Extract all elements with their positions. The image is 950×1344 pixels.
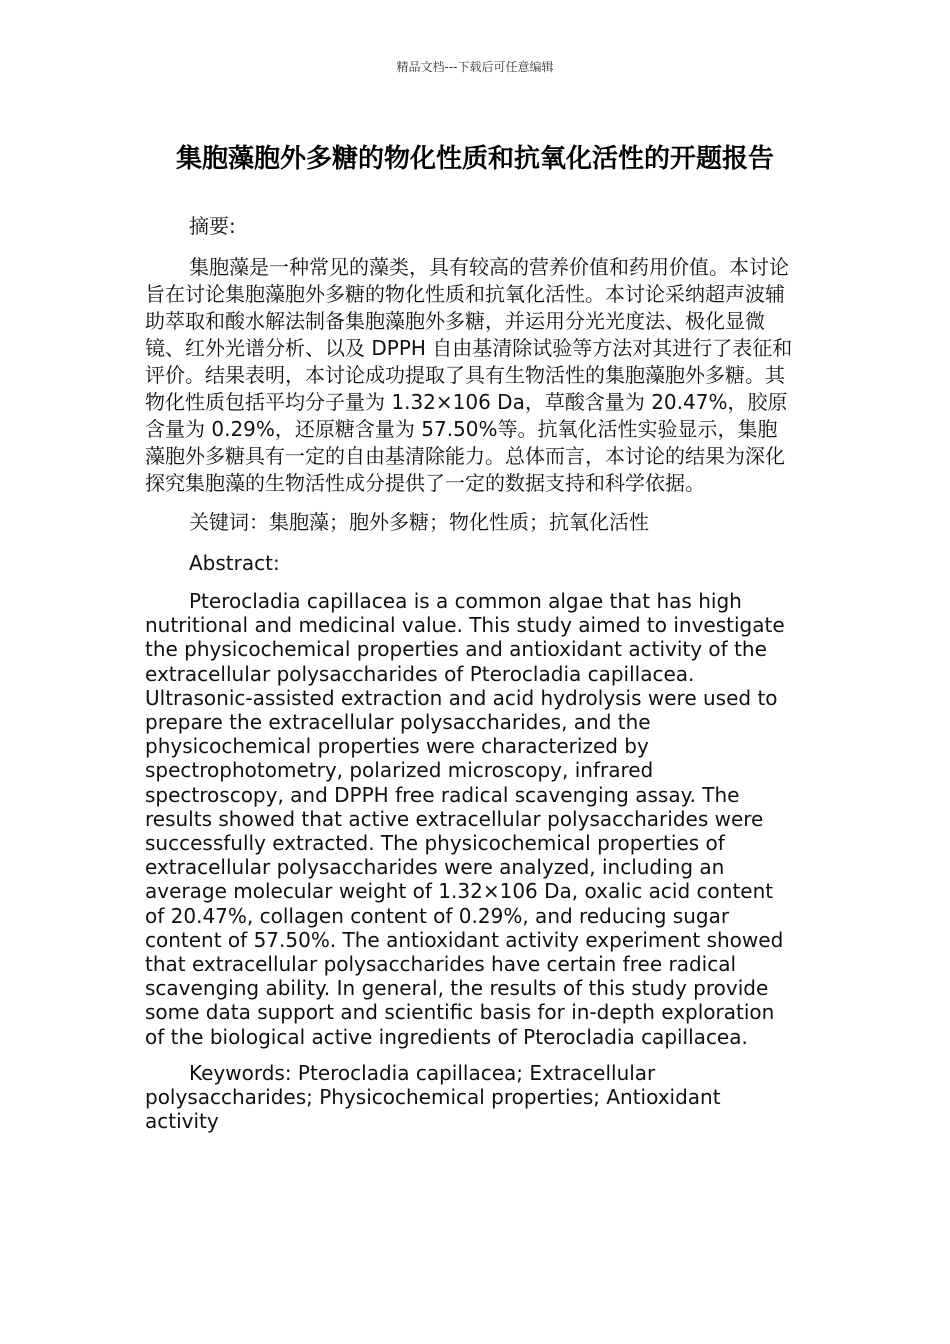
abstract-cn-label: 摘要: xyxy=(189,214,236,238)
keywords-en: Keywords: Pterocladia capillacea; Extracellular polysaccharides; Physicochemical properties; Antioxidant activity xyxy=(145,1060,721,1134)
header-note: 精品文档---下载后可任意编辑 xyxy=(396,60,554,74)
abstract-en-body: Pterocladia capillacea is a common algae that has high nutritional and medicinal value. This study aimed to investigate the physicochemical properties and antioxidant activity of the extracellular polysaccharides of Pterocladia capillacea. Ultrasonic-assisted extraction and acid hydrolysis were used to prepare the extracellular polysaccharides, and the physicochemical properties were characterized by spectrophotometry, polarized microscopy, infrared spectroscopy, and DPPH free radical scavenging assay. The results showed that active extracellular polysaccharides were successfully extracted. The physicochemical properties of extracellular polysaccharides were analyzed, including an average molecular weight of 1.32×106 Da, oxalic acid content of 20.47%, collagen content of 0.29%, and reducing sugar content of 57.50%. The antioxidant activity experiment showed that extracellular polysaccharides have certain free radical scavenging ability. In general, the results of this study provide some data support and scientific basis for in-depth exploration of the biological active ingredients of Pterocladia capillacea. xyxy=(145,589,785,1049)
keywords-cn: 关键词：集胞藻；胞外多糖；物化性质；抗氧化活性 xyxy=(189,510,649,534)
abstract-section xyxy=(145,213,795,1145)
document-title: 集胞藻胞外多糖的物化性质和抗氧化活性的开题报告 xyxy=(175,144,774,174)
abstract-en-label: Abstract: xyxy=(189,551,280,575)
abstract-cn-body: 集胞藻是一种常见的藻类，具有较高的营养价值和药用价值。本讨论旨在讨论集胞藻胞外多糖的物化性质和抗氧化活性。本讨论采纳超声波辅助萃取和酸水解法制备集胞藻胞外多糖，并运用分光光度法、极化显微镜、红外光谱分析、以及 DPPH 自由基清除试验等方法对其进行了表征和评价。结果表明，本讨论成功提取了具有生物活性的集胞藻胞外多糖。其物化性质包括平均分子量为 1.32×106 Da，草酸含量为 20.47%，胶原含量为 0.29%，还原糖含量为 57.50%等。抗氧化活性实验显示，集胞藻胞外多糖具有一定的自由基清除能力。总体而言，本讨论的结果为深化探究集胞藻的生物活性成分提供了一定的数据支持和科学依据。 xyxy=(145,255,793,495)
